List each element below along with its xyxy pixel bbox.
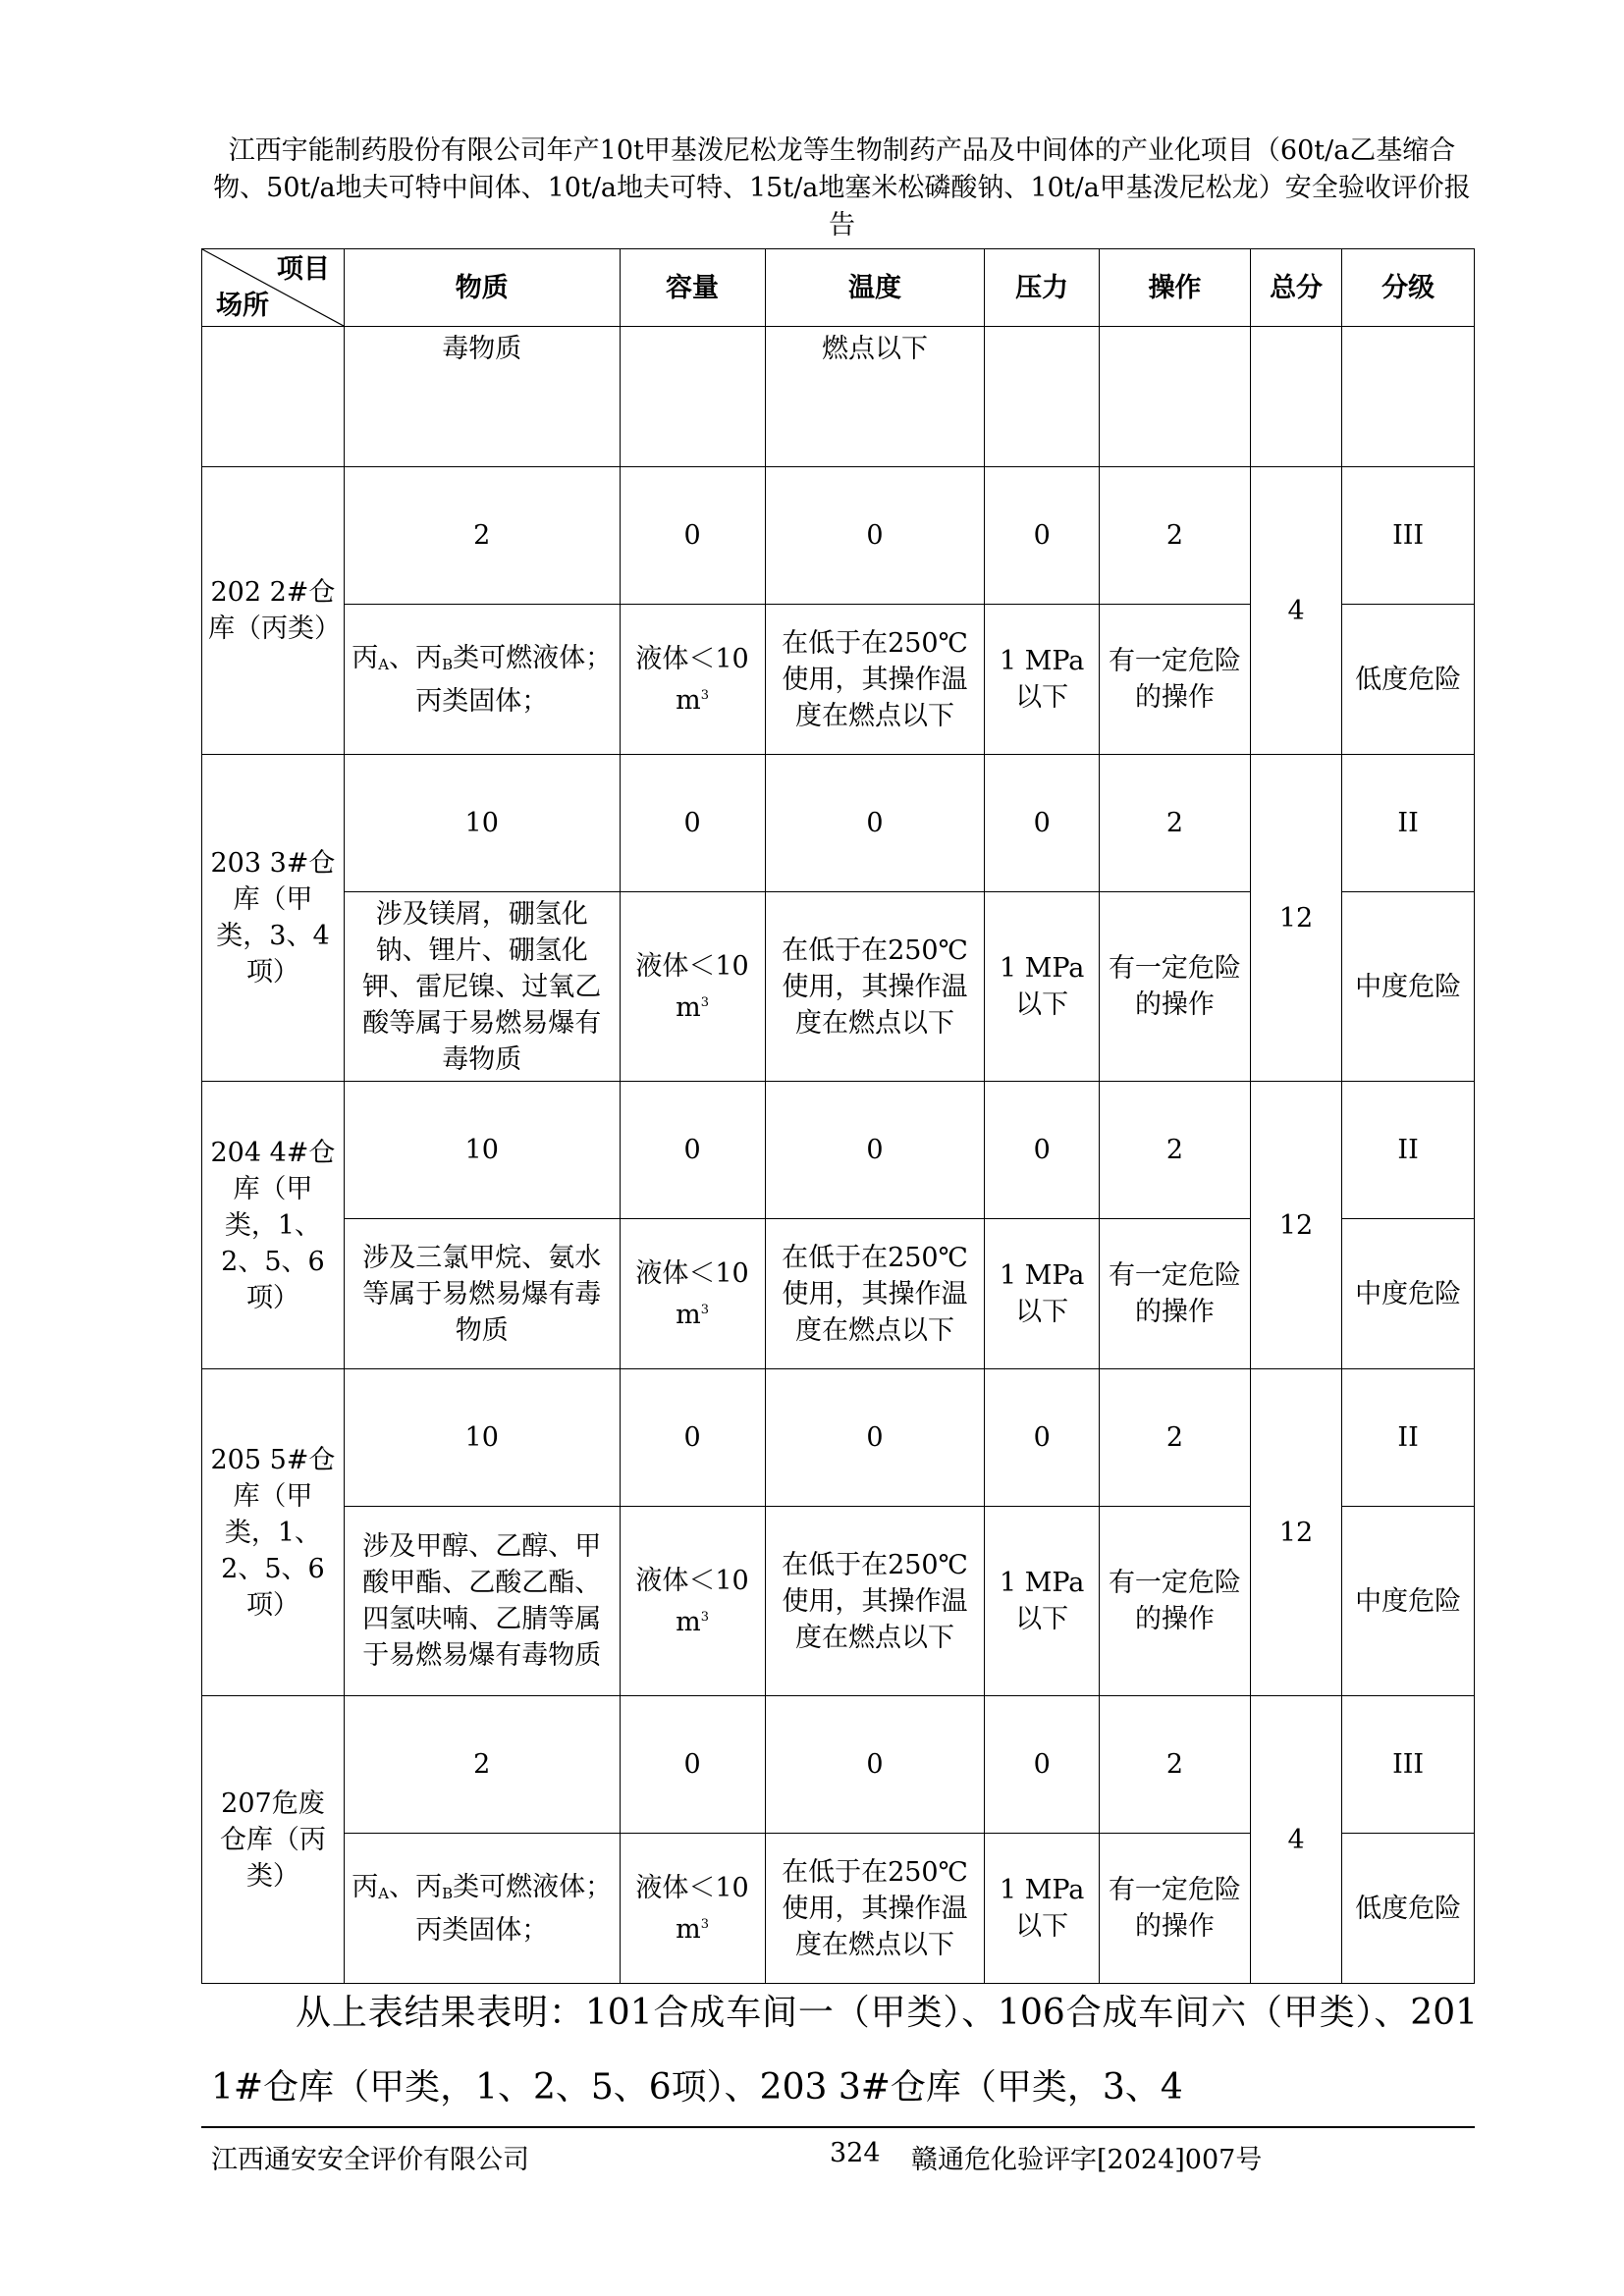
table-row [202,1696,1475,1834]
footer-company: 江西通安安全评价有限公司 [211,2145,529,2175]
cell-score: 0 [985,467,1100,605]
cell-pressure: 1 MPa以下 [985,1219,1100,1369]
cell-score: 0 [765,1082,985,1219]
table-header-row [202,249,1475,327]
cell-substance: 涉及镁屑，硼氢化钠、锂片、硼氢化钾、雷尼镍、过氧乙酸等属于易燃易爆有毒物质 [344,892,620,1082]
cell-level: 中度危险 [1342,892,1475,1082]
hazard-evaluation-table [201,248,1475,1984]
cell-substance: 涉及甲醇、乙醇、甲酸甲酯、乙酸乙酯、四氢呋喃、乙腈等属于易燃易爆有毒物质 [344,1507,620,1696]
cell-total: 12 [1250,1082,1341,1369]
cell-score: 2 [1099,1696,1250,1834]
cell-total: 4 [1250,1696,1341,1984]
cell-operation: 有一定危险的操作 [1099,892,1250,1082]
continuation-row [202,327,1475,467]
cell-score: 0 [985,1082,1100,1219]
cell-operation: 有一定危险的操作 [1099,605,1250,755]
cell-temperature: 在低于在250℃使用，其操作温度在燃点以下 [765,1834,985,1984]
cell-total: 12 [1250,755,1341,1082]
cell-capacity: 液体＜10 $m^3$ [620,605,765,755]
cell-score: 10 [344,1369,620,1507]
footer-page-number: 324 [830,2138,881,2168]
footer-document-number: 赣通危化验评字[2024]007号 [911,2145,1263,2175]
cell-level: 低度危险 [1342,1834,1475,1984]
diag-header-item: 项目 [276,254,330,285]
cell-total: 12 [1250,1369,1341,1696]
cell-temperature: 在低于在250℃使用，其操作温度在燃点以下 [765,892,985,1082]
cell-score: 0 [765,755,985,892]
cell-place: 205 5#仓库（甲类，1、2、5、6项） [202,1369,345,1696]
cell-score: 0 [765,467,985,605]
cell-capacity: 液体＜10 $m^3$ [620,1219,765,1369]
cell-score: 0 [620,755,765,892]
cell-score: 0 [620,1082,765,1219]
cell-pressure: 1 MPa以下 [985,605,1100,755]
cell-place: 202 2#仓库（丙类） [202,467,345,755]
column-header: 容量 [620,249,765,327]
table-row [202,467,1475,605]
cell-capacity: 液体＜10 $m^3$ [620,1834,765,1984]
column-header: 操作 [1099,249,1250,327]
cell-score: 2 [1099,1082,1250,1219]
cell-score: 2 [344,1696,620,1834]
cell-score: 0 [765,1696,985,1834]
column-header: 压力 [985,249,1100,327]
cell-pressure: 1 MPa以下 [985,892,1100,1082]
cell-substance: 毒物质 [344,327,620,467]
cell-substance: 涉及三氯甲烷、氨水等属于易燃易爆有毒物质 [344,1219,620,1369]
column-header: 分级 [1342,249,1475,327]
cell-place: 204 4#仓库（甲类，1、2、5、6项） [202,1082,345,1369]
cell-level: 中度危险 [1342,1219,1475,1369]
diag-header-place: 场所 [216,291,269,321]
cell-pressure: 1 MPa以下 [985,1507,1100,1696]
cell-score: 2 [1099,755,1250,892]
cell-temperature: 在低于在250℃使用，其操作温度在燃点以下 [765,1507,985,1696]
cell-score: 0 [620,1369,765,1507]
table-row [202,755,1475,892]
cell-substance: 丙A、丙B类可燃液体；丙类固体； [344,1834,620,1984]
table-row [202,1082,1475,1219]
cell-operation: 有一定危险的操作 [1099,1507,1250,1696]
cell-temperature: 燃点以下 [765,327,985,467]
cell-temperature: 在低于在250℃使用，其操作温度在燃点以下 [765,605,985,755]
cell-score: 0 [985,755,1100,892]
cell-score: 0 [620,467,765,605]
cell-score: 0 [985,1696,1100,1834]
cell-score: 0 [985,1369,1100,1507]
diagonal-header-cell [202,249,345,327]
cell-score: 2 [344,467,620,605]
conclusion-paragraph: 从上表结果表明：101合成车间一（甲类）、106合成车间六（甲类）、201 1#仓库（甲类，1、2、5、6项）、203 3#仓库（甲类，3、4 [211,1993,1478,2108]
cell-level-score: III [1342,467,1475,605]
column-header: 温度 [765,249,985,327]
column-header: 总分 [1250,249,1341,327]
table-row [202,1369,1475,1507]
report-header-title: 江西宇能制药股份有限公司年产10t甲基泼尼松龙等生物制药产品及中间体的产业化项目（60t/a乙基缩合物、50t/a地夫可特中间体、10t/a地夫可特、15t/a地塞米松磷酸钠、10t/a甲基泼尼松龙）安全验收评价报告 [213,135,1471,240]
cell-score: 2 [1099,467,1250,605]
cell-level: 中度危险 [1342,1507,1475,1696]
cell-level-score: III [1342,1696,1475,1834]
cell-score: 10 [344,755,620,892]
cell-level-score: II [1342,1082,1475,1219]
cell-score: 0 [620,1696,765,1834]
cell-place: 203 3#仓库（甲类，3、4项） [202,755,345,1082]
cell-capacity: 液体＜10 $m^3$ [620,892,765,1082]
cell-place: 207危废仓库（丙类） [202,1696,345,1984]
cell-operation: 有一定危险的操作 [1099,1219,1250,1369]
cell-level-score: II [1342,1369,1475,1507]
cell-pressure: 1 MPa以下 [985,1834,1100,1984]
cell-score: 0 [765,1369,985,1507]
footer-divider [201,2126,1475,2128]
cell-capacity: 液体＜10 $m^3$ [620,1507,765,1696]
cell-score: 2 [1099,1369,1250,1507]
cell-level: 低度危险 [1342,605,1475,755]
cell-level-score: II [1342,755,1475,892]
column-header: 物质 [344,249,620,327]
cell-score: 10 [344,1082,620,1219]
cell-temperature: 在低于在250℃使用，其操作温度在燃点以下 [765,1219,985,1369]
cell-substance: 丙A、丙B类可燃液体；丙类固体； [344,605,620,755]
cell-operation: 有一定危险的操作 [1099,1834,1250,1984]
cell-total: 4 [1250,467,1341,755]
